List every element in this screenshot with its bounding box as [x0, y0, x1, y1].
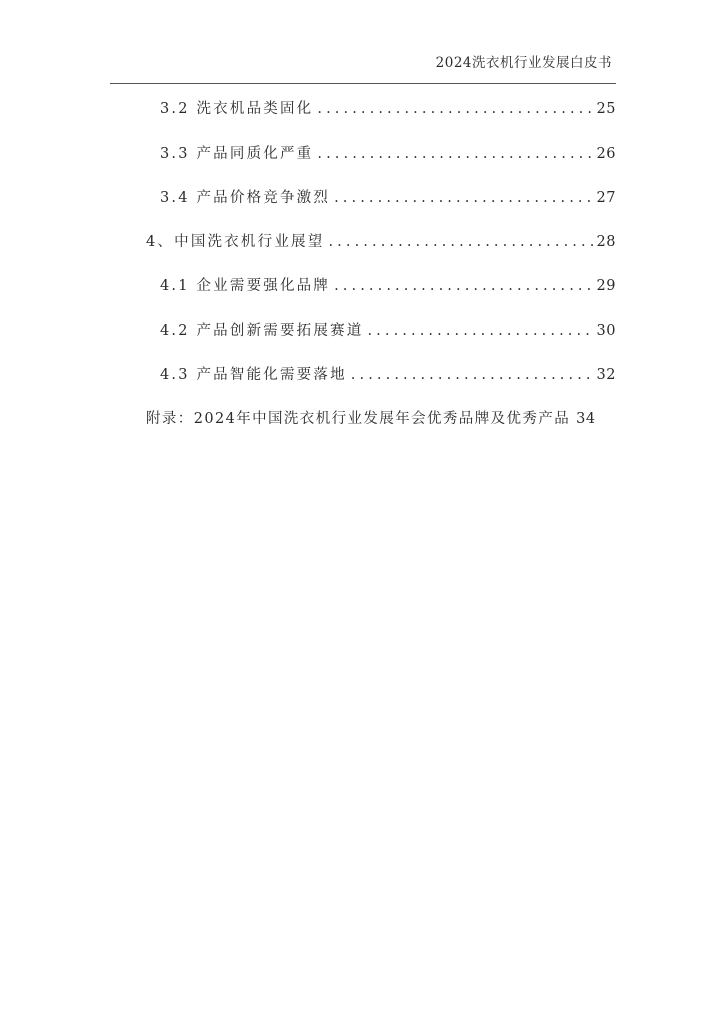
toc-entry-label: 4.1 企业需要强化品牌 [160, 278, 331, 294]
toc-entry-3-4[interactable] [160, 186, 616, 208]
toc-entry-label: 附录：2024年中国洗衣机行业发展年会优秀品牌及优秀产品 [146, 411, 571, 427]
toc-entry-page: 25 [596, 101, 616, 117]
toc-entry-page: 30 [596, 323, 616, 339]
toc-dot-leader [334, 191, 594, 206]
toc-entry-label: 4.3 产品智能化需要落地 [160, 367, 347, 383]
header-title: 2024洗衣机行业发展白皮书 [435, 55, 612, 71]
toc-entry-3-3[interactable] [160, 142, 616, 164]
toc-entry-label: 3.4 产品价格竞争激烈 [160, 190, 331, 206]
toc-entry-appendix[interactable] [146, 407, 616, 429]
toc-dot-leader [334, 279, 594, 294]
toc-entry-4[interactable] [146, 230, 616, 252]
toc-dot-leader [317, 147, 594, 162]
toc-dot-leader [367, 324, 594, 339]
toc-entry-4-1[interactable] [160, 274, 616, 296]
toc-entry-page: 26 [596, 146, 616, 162]
toc-entry-label: 3.2 洗衣机品类固化 [160, 101, 314, 117]
toc-entry-label: 4、中国洗衣机行业展望 [146, 234, 325, 250]
toc-entry-page: 28 [596, 234, 616, 250]
toc-entry-4-3[interactable] [160, 363, 616, 385]
toc-entry-3-2[interactable] [160, 97, 616, 119]
toc-entry-page: 34 [576, 411, 596, 427]
toc-entry-page: 29 [596, 278, 616, 294]
toc-dot-leader [317, 102, 594, 117]
toc-entry-4-2[interactable] [160, 319, 616, 341]
toc-entry-label: 3.3 产品同质化严重 [160, 146, 314, 162]
toc-dot-leader [328, 235, 594, 250]
toc-entry-page: 27 [596, 190, 616, 206]
toc-entry-page: 32 [596, 367, 616, 383]
toc-dot-leader [351, 368, 595, 383]
toc-entry-label: 4.2 产品创新需要拓展赛道 [160, 323, 364, 339]
